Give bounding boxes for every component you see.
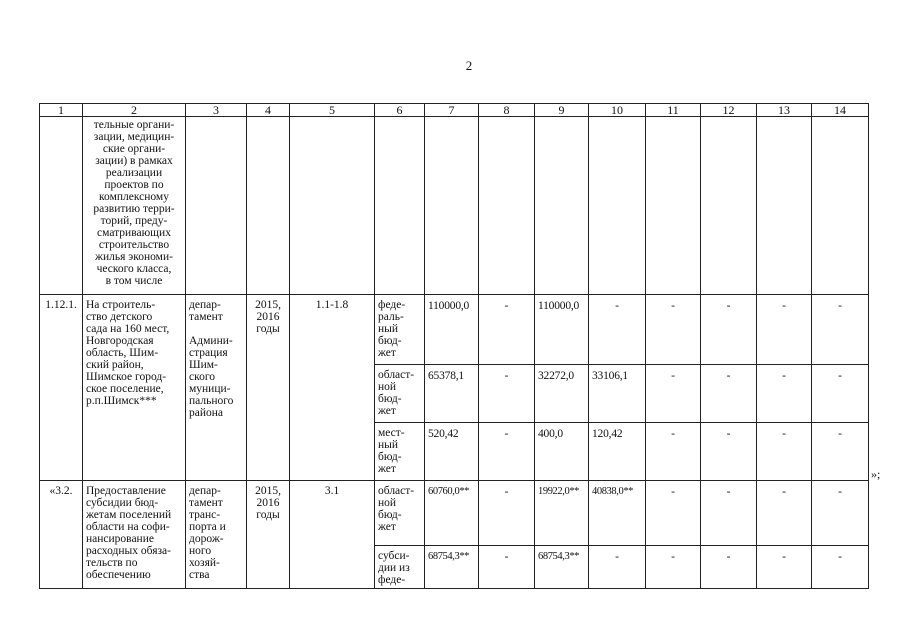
- row-years: 2015, 2016 годы: [247, 295, 290, 481]
- cell-value: -: [812, 546, 869, 589]
- cell-value: -: [701, 423, 757, 481]
- header-cell: 6: [375, 104, 425, 117]
- cell-value: -: [812, 365, 869, 423]
- empty-cell: [425, 117, 479, 295]
- row-indicator: 1.1-1.8: [290, 295, 375, 481]
- cell-value: -: [589, 546, 646, 589]
- header-cell: 1: [40, 104, 83, 117]
- cell-value: 65378,1: [425, 365, 479, 423]
- header-cell: 14: [812, 104, 869, 117]
- table-row: [40, 295, 869, 365]
- header-cell: 10: [589, 104, 646, 117]
- cell-value: -: [589, 295, 646, 365]
- cell-value: -: [757, 295, 812, 365]
- cell-value: -: [757, 365, 812, 423]
- cell-value: -: [646, 481, 701, 546]
- cell-value: -: [757, 546, 812, 589]
- funding-source: феде- раль- ный бюд- жет: [375, 295, 425, 365]
- header-cell: 4: [247, 104, 290, 117]
- cell-value: 400,0: [535, 423, 589, 481]
- empty-cell: [479, 117, 535, 295]
- header-cell: 11: [646, 104, 701, 117]
- row-code: 1.12.1.: [40, 295, 83, 481]
- empty-cell: [535, 117, 589, 295]
- cell-value: 19922,0**: [535, 481, 589, 546]
- cell-value: -: [646, 423, 701, 481]
- header-cell: 5: [290, 104, 375, 117]
- closing-quote-mark: »;: [871, 467, 881, 481]
- header-cell: 8: [479, 104, 535, 117]
- cell-value: 60760,0**: [425, 481, 479, 546]
- cell-value: -: [812, 423, 869, 481]
- empty-cell: [589, 117, 646, 295]
- header-cell: 12: [701, 104, 757, 117]
- header-cell: 9: [535, 104, 589, 117]
- cell-value: 40838,0**: [589, 481, 646, 546]
- empty-cell: [646, 117, 701, 295]
- cell-value: -: [479, 365, 535, 423]
- row-name: На строитель- ство детского сада на 160 мест, Новгородская область, Шим- ский район, Шимское город- ское поселение, р.п.Шимск***: [83, 295, 186, 481]
- funding-source: област- ной бюд- жет: [375, 481, 425, 546]
- row-years: 2015, 2016 годы: [247, 481, 290, 589]
- page-number: 2: [465, 58, 473, 73]
- header-cell: 7: [425, 104, 479, 117]
- table-row: [40, 481, 869, 546]
- header-cell: 2: [83, 104, 186, 117]
- cell-value: -: [701, 365, 757, 423]
- cell-value: 68754,3**: [535, 546, 589, 589]
- empty-cell: [812, 117, 869, 295]
- cell-value: 110000,0: [425, 295, 479, 365]
- cell-value: -: [479, 546, 535, 589]
- cell-value: 520,42: [425, 423, 479, 481]
- cell-value: -: [701, 295, 757, 365]
- cell-value: -: [757, 481, 812, 546]
- cell-value: -: [479, 423, 535, 481]
- empty-cell: [701, 117, 757, 295]
- cell-value: -: [701, 546, 757, 589]
- empty-cell: [290, 117, 375, 295]
- row-executor: депар- тамент Админи- страция Шим- ского муници- пального района: [186, 295, 247, 481]
- empty-cell: [247, 117, 290, 295]
- cell-value: 33106,1: [589, 365, 646, 423]
- cell-value: -: [812, 481, 869, 546]
- table-row: [40, 117, 869, 295]
- empty-cell: [375, 117, 425, 295]
- row-code: «3.2.: [40, 481, 83, 589]
- row-indicator: 3.1: [290, 481, 375, 589]
- row-name: Предоставление субсидии бюд- жетам поселений области на софи- нансирование расходных обяза- тельств по обеспечению: [83, 481, 186, 589]
- cell-value: -: [757, 423, 812, 481]
- row-executor: депар- тамент транс- порта и дорож- ного хозяй- ства: [186, 481, 247, 589]
- continuation-text: тельные органи- зации, медицин- ские органи- зации) в рамках реализации проектов по комплексному развитию терри- торий, преду- сматривающих строительство жилья экономи- ческого класса, в том числе: [83, 117, 186, 295]
- cell-value: 32272,0: [535, 365, 589, 423]
- cell-value: -: [479, 481, 535, 546]
- funding-source: субси- дии из феде-: [375, 546, 425, 589]
- program-table: [39, 103, 869, 589]
- cell-value: -: [646, 546, 701, 589]
- empty-cell: [186, 117, 247, 295]
- cell-value: -: [479, 295, 535, 365]
- cell-value: 68754,3**: [425, 546, 479, 589]
- cell-value: -: [646, 365, 701, 423]
- cell-value: -: [812, 295, 869, 365]
- cell-value: -: [646, 295, 701, 365]
- funding-source: мест- ный бюд- жет: [375, 423, 425, 481]
- header-row: [40, 104, 869, 117]
- header-cell: 13: [757, 104, 812, 117]
- funding-source: област- ной бюд- жет: [375, 365, 425, 423]
- empty-cell: [757, 117, 812, 295]
- cell-value: -: [701, 481, 757, 546]
- header-cell: 3: [186, 104, 247, 117]
- cell-value: 110000,0: [535, 295, 589, 365]
- empty-cell: [40, 117, 83, 295]
- cell-value: 120,42: [589, 423, 646, 481]
